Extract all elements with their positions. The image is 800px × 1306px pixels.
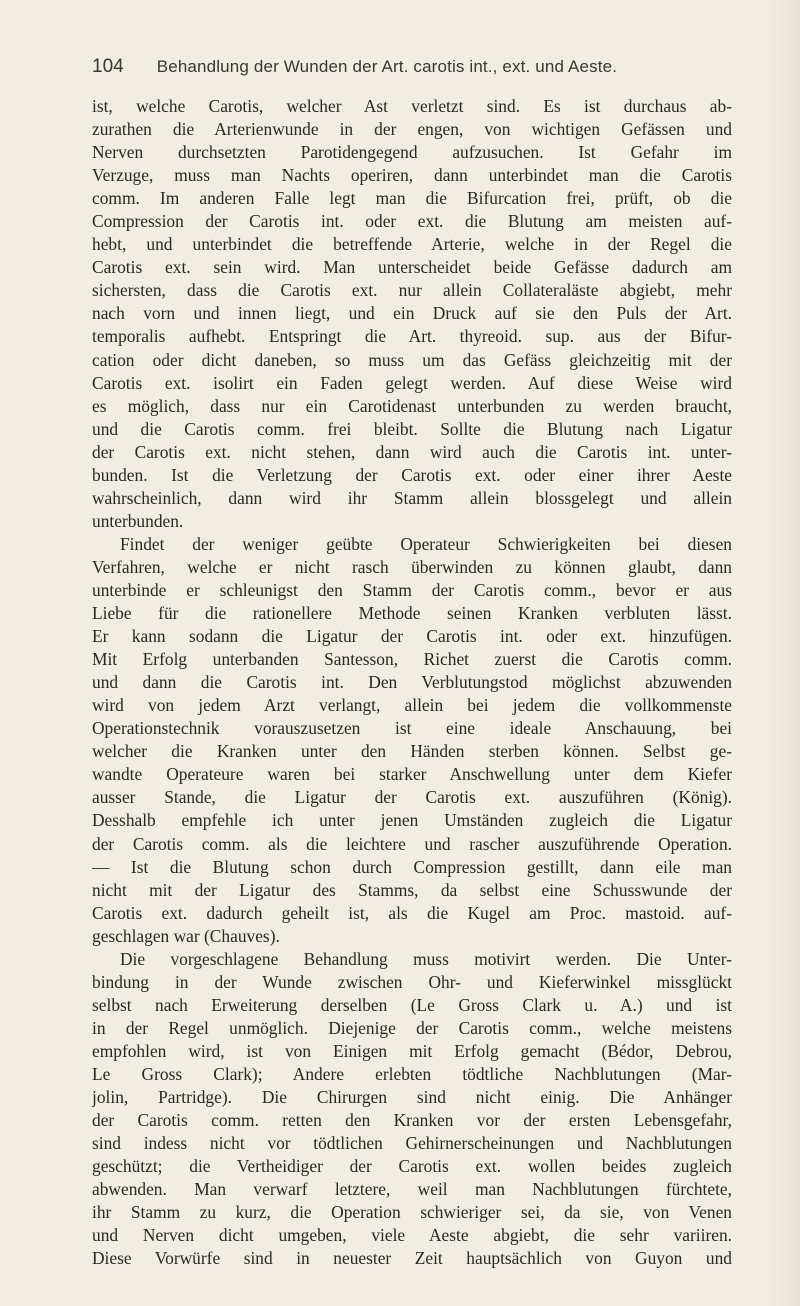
text-line: Diese Vorwürfe sind in neuester Zeit hauptsächlich von Guyon und <box>92 1248 732 1269</box>
text-line: der Carotis comm. retten den Kranken vor der ersten Lebensgefahr, <box>92 1110 732 1131</box>
text-line: nicht mit der Ligatur des Stamms, da selbst eine Schusswunde der <box>92 879 732 900</box>
text-line: sichersten, dass die Carotis ext. nur allein Collateraläste abgiebt, mehr <box>92 280 732 301</box>
text-line: temporalis aufhebt. Entspringt die Art. thyreoid. sup. aus der Bifur- <box>92 326 732 347</box>
text-line: wird von jedem Arzt verlangt, allein bei jedem die vollkommenste <box>92 695 732 716</box>
text-line: Nerven durchsetzten Parotidengegend aufzusuchen. Ist Gefahr im <box>92 142 732 163</box>
text-line: cation oder dicht daneben, so muss um das Gefäss gleichzeitig mit der <box>92 349 732 370</box>
text-line: bindung in der Wunde zwischen Ohr- und Kieferwinkel missglückt <box>92 971 732 992</box>
text-line: Le Gross Clark); Andere erlebten tödtliche Nachblutungen (Mar- <box>92 1063 732 1084</box>
text-line: empfohlen wird, ist von Einigen mit Erfolg gemacht (Bédor, Debrou, <box>92 1040 732 1061</box>
text-line: wahrscheinlich, dann wird ihr Stamm allein blossgelegt und allein <box>92 487 732 508</box>
text-line: Die vorgeschlagene Behandlung muss motivirt werden. Die Unter- <box>120 948 732 969</box>
text-line: Verfahren, welche er nicht rasch überwinden zu können glaubt, dann <box>92 556 732 577</box>
text-line: nach vorn und innen liegt, und ein Druck auf sie den Puls der Art. <box>92 303 732 324</box>
text-line: geschützt; die Vertheidiger der Carotis ext. wollen beides zugleich <box>92 1156 732 1177</box>
text-line: es möglich, dass nur ein Carotidenast unterbunden zu werden braucht, <box>92 395 732 416</box>
running-title: Behandlung der Wunden der Art. carotis int., ext. und Aeste. <box>156 57 618 76</box>
text-line: Verzuge, muss man Nachts operiren, dann unterbindet man die Carotis <box>92 165 732 186</box>
text-line: ausser Stande, die Ligatur der Carotis ext. auszuführen (König). <box>92 787 732 808</box>
text-line: in der Regel unmöglich. Diejenige der Carotis comm., welche meistens <box>92 1017 732 1038</box>
text-line: ist, welche Carotis, welcher Ast verletzt sind. Es ist durchaus ab- <box>92 96 732 116</box>
text-line: wandte Operateure waren bei starker Anschwellung unter dem Kiefer <box>92 764 732 785</box>
text-line: ihr Stamm zu kurz, die Operation schwieriger sei, da sie, von Venen <box>92 1202 732 1223</box>
text-line: Er kann sodann die Ligatur der Carotis int. oder ext. hinzufügen. <box>92 626 732 647</box>
text-line: und dann die Carotis int. Den Verblutungstod möglichst abzuwenden <box>92 672 732 693</box>
text-line: Liebe für die rationellere Methode seinen Kranken verbluten lässt. <box>92 603 732 624</box>
text-line: unterbunden. <box>92 510 184 531</box>
text-line: selbst nach Erweiterung derselben (Le Gross Clark u. A.) und ist <box>92 994 732 1015</box>
text-line: zurathen die Arterienwunde in der engen, von wichtigen Gefässen und <box>92 119 732 140</box>
text-line: Carotis ext. dadurch geheilt ist, als die Kugel am Proc. mastoid. auf- <box>92 902 732 923</box>
text-line: Desshalb empfehle ich unter jenen Umständen zugleich die Ligatur <box>92 810 732 831</box>
text-line: unterbinde er schleunigst den Stamm der Carotis comm., bevor er aus <box>92 579 732 600</box>
text-line: abwenden. Man verwarf letztere, weil man Nachblutungen fürchtete, <box>92 1179 732 1200</box>
text-line: comm. Im anderen Falle legt man die Bifurcation frei, prüft, ob die <box>92 188 732 209</box>
text-line: sind indess nicht vor tödtlichen Gehirnerscheinungen und Nachblutungen <box>92 1133 732 1154</box>
text-line: der Carotis ext. nicht stehen, dann wird auch die Carotis int. unter- <box>92 441 732 462</box>
text-line: — Ist die Blutung schon durch Compression gestillt, dann eile man <box>92 856 732 877</box>
text-line: welcher die Kranken unter den Händen sterben können. Selbst ge- <box>92 741 732 762</box>
text-line: Carotis ext. isolirt ein Faden gelegt werden. Auf diese Weise wird <box>92 372 732 393</box>
text-line: Compression der Carotis int. oder ext. die Blutung am meisten auf- <box>92 211 732 232</box>
page-header <box>92 56 692 86</box>
text-line: hebt, und unterbindet die betreffende Arterie, welche in der Regel die <box>92 234 732 255</box>
body-text <box>92 95 732 1270</box>
text-line: Findet der weniger geübte Operateur Schwierigkeiten bei diesen <box>120 533 732 554</box>
text-line: geschlagen war (Chauves). <box>92 925 280 946</box>
text-line: und Nerven dicht umgeben, viele Aeste abgiebt, die sehr variiren. <box>92 1225 732 1246</box>
page-number: 104 <box>92 56 124 77</box>
text-line: bunden. Ist die Verletzung der Carotis ext. oder einer ihrer Aeste <box>92 464 732 485</box>
text-line: Carotis ext. sein wird. Man unterscheidet beide Gefässe dadurch am <box>92 257 732 278</box>
text-line: Mit Erfolg unterbanden Santesson, Richet zuerst die Carotis comm. <box>92 649 732 670</box>
text-line: jolin, Partridge). Die Chirurgen sind nicht einig. Die Anhänger <box>92 1087 732 1108</box>
text-line: Operationstechnik vorauszusetzen ist eine ideale Anschauung, bei <box>92 718 732 739</box>
text-line: der Carotis comm. als die leichtere und rascher auszuführende Operation. <box>92 833 732 854</box>
text-line: und die Carotis comm. frei bleibt. Sollte die Blutung nach Ligatur <box>92 418 732 439</box>
